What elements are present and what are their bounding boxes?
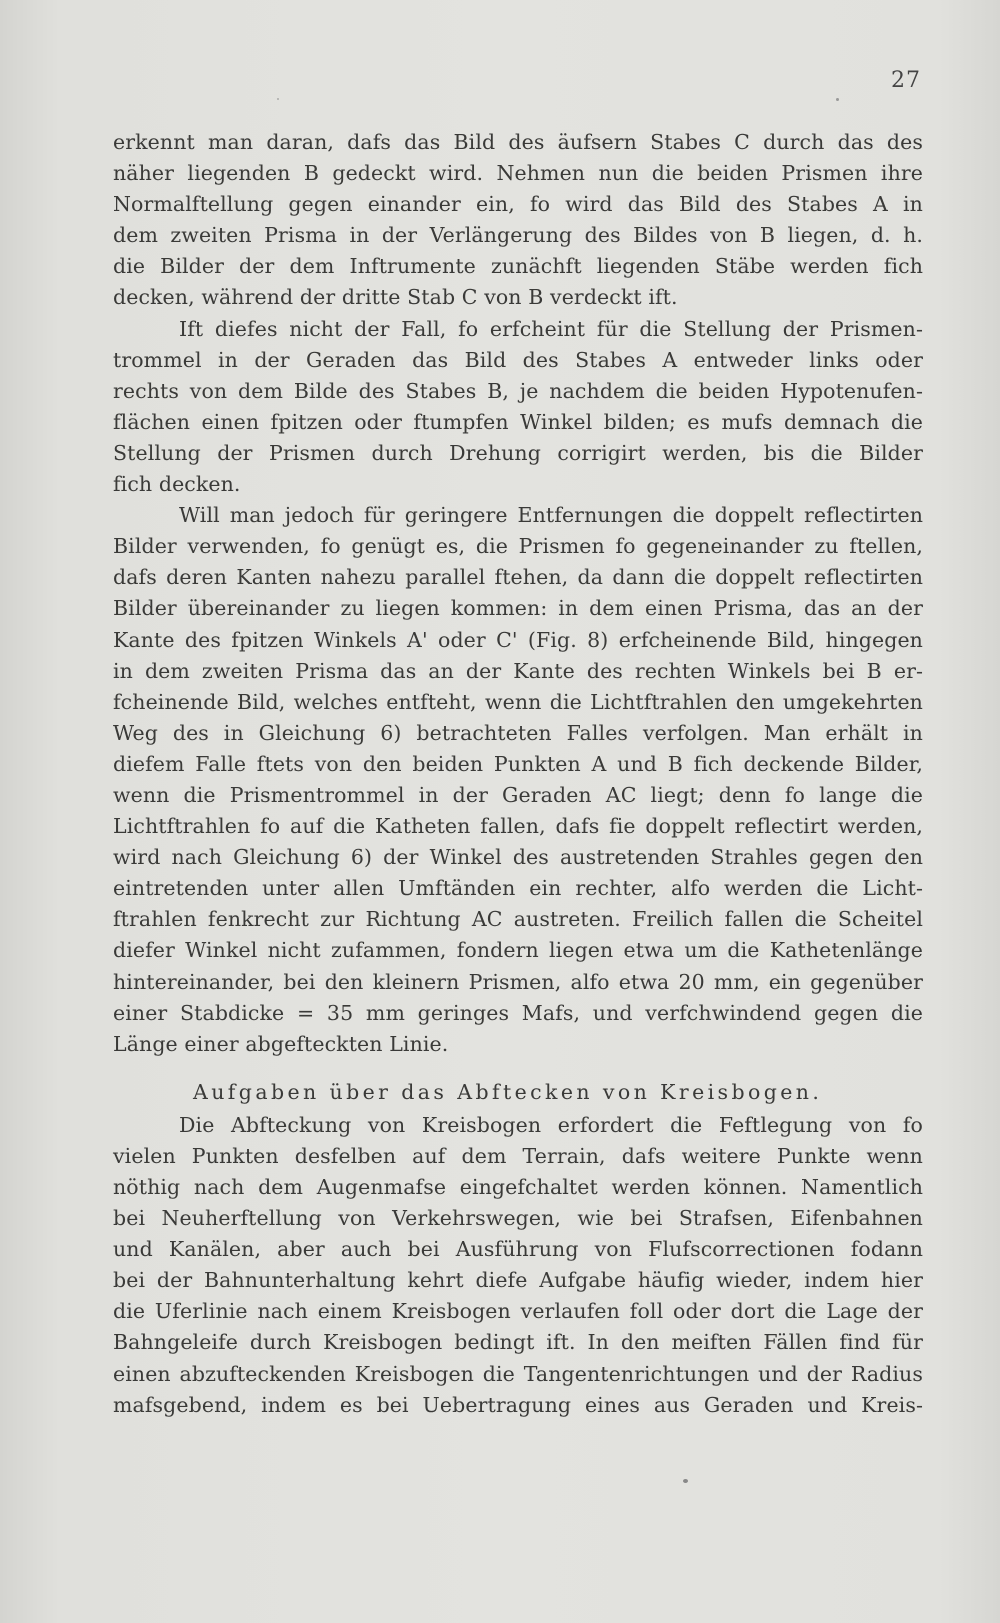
text-line: Stellung der Prismen durch Drehung corrigirt werden, bis die Bilder xyxy=(113,440,923,465)
text-line: fich decken. xyxy=(113,472,241,497)
text-line: Ift diefes nicht der Fall, fo erfcheint für die Stellung der Prismen- xyxy=(179,316,923,341)
text-line: bei Neuherftellung von Verkehrswegen, wie bei Strafsen, Eifenbahnen xyxy=(113,1206,923,1231)
text-line: näher liegenden B gedeckt wird. Nehmen nun die beiden Prismen ihre xyxy=(113,161,923,186)
text-line: decken, während der dritte Stab C von B verdeckt ift. xyxy=(113,285,678,310)
text-line: vielen Punkten desfelben auf dem Terrain, dafs weitere Punkte wenn xyxy=(113,1143,923,1168)
text-line: Kante des fpitzen Winkels A' oder C' (Fig. 8) erfcheinende Bild, hingegen xyxy=(113,627,923,652)
text-line: einen abzufteckenden Kreisbogen die Tangentenrichtungen und der Radius xyxy=(113,1361,923,1386)
paper-speck xyxy=(836,98,839,101)
text-line: flächen einen fpitzen oder ftumpfen Winkel bilden; es mufs demnach die xyxy=(113,409,923,434)
text-line: einer Stabdicke = 35 mm geringes Mafs, und verfchwindend gegen die xyxy=(113,1000,923,1025)
section-paragraph xyxy=(113,1110,923,1421)
text-line: diefer Winkel nicht zufammen, fondern liegen etwa um die Kathetenlänge xyxy=(113,938,923,963)
text-line: bei der Bahnunterhaltung kehrt diefe Aufgabe häufig wieder, indem hier xyxy=(113,1268,923,1293)
paragraph-2 xyxy=(113,314,923,501)
paragraph-1 xyxy=(113,127,923,314)
text-line: die Uferlinie nach einem Kreisbogen verlaufen foll oder dort die Lage der xyxy=(113,1299,923,1324)
text-line: Bahngeleife durch Kreisbogen bedingt ift. In den meiften Fällen find für xyxy=(113,1330,923,1355)
text-line: mafsgebend, indem es bei Uebertragung eines aus Geraden und Kreis- xyxy=(113,1392,923,1417)
text-line: Länge einer abgefteckten Linie. xyxy=(113,1031,449,1056)
text-line: hintereinander, bei den kleinern Prismen, alfo etwa 20 mm, ein gegenüber xyxy=(113,969,923,994)
text-line: diefem Falle ftets von den beiden Punkten A und B fich deckende Bilder, xyxy=(113,751,923,776)
text-line: wenn die Prismentrommel in der Geraden AC liegt; denn fo lange die xyxy=(113,782,923,807)
text-line: in dem zweiten Prisma das an der Kante des rechten Winkels bei B er- xyxy=(113,658,923,683)
text-line: ftrahlen fenkrecht zur Richtung AC austreten. Freilich fallen die Scheitel xyxy=(113,907,923,932)
body-text xyxy=(113,127,923,1421)
text-line: Die Abfteckung von Kreisbogen erfordert die Feftlegung von fo xyxy=(179,1112,923,1137)
text-line: erkennt man daran, dafs das Bild des äufsern Stabes C durch das des xyxy=(113,130,923,154)
page-number: 27 xyxy=(891,68,921,93)
text-line: dafs deren Kanten nahezu parallel ftehen, da dann die doppelt reflectirten xyxy=(113,565,923,590)
text-line: nöthig nach dem Augenmafse eingefchaltet werden können. Namentlich xyxy=(113,1175,923,1199)
text-line: Bilder übereinander zu liegen kommen: in dem einen Prisma, das an der xyxy=(113,596,923,621)
text-line: Will man jedoch für geringere Entfernungen die doppelt reflectirten xyxy=(179,503,923,528)
text-line: dem zweiten Prisma in der Verlängerung des Bildes von B liegen, d. h. xyxy=(113,223,923,248)
paper-speck xyxy=(683,1479,688,1483)
paragraph-3 xyxy=(113,500,923,1060)
text-line: rechts von dem Bilde des Stabes B, je nachdem die beiden Hypotenufen- xyxy=(113,378,923,403)
text-line: die Bilder der dem Inftrumente zunächft liegenden Stäbe werden fich xyxy=(113,254,923,279)
text-line: Normalftellung gegen einander ein, fo wird das Bild des Stabes A in xyxy=(113,192,923,217)
text-line: eintretenden unter allen Umftänden ein rechter, alfo werden die Licht- xyxy=(113,876,923,901)
text-line: trommel in der Geraden das Bild des Stabes A entweder links oder xyxy=(113,347,923,372)
text-line: Weg des in Gleichung 6) betrachteten Falles verfolgen. Man erhält in xyxy=(113,720,923,745)
paper-speck xyxy=(277,98,279,100)
text-line: fcheinende Bild, welches entfteht, wenn die Lichtftrahlen den umgekehrten xyxy=(113,689,923,714)
text-line: Lichtftrahlen fo auf die Katheten fallen, dafs fie doppelt reflectirt werden, xyxy=(113,814,923,839)
text-line: und Kanälen, aber auch bei Ausführung von Flufscorrectionen fodann xyxy=(113,1237,923,1262)
text-line: Bilder verwenden, fo genügt es, die Prismen fo gegeneinander zu ftellen, xyxy=(113,534,923,559)
section-heading: Aufgaben über das Abftecken von Kreisbogen. xyxy=(193,1079,823,1104)
text-line: wird nach Gleichung 6) der Winkel des austretenden Strahles gegen den xyxy=(113,845,923,870)
